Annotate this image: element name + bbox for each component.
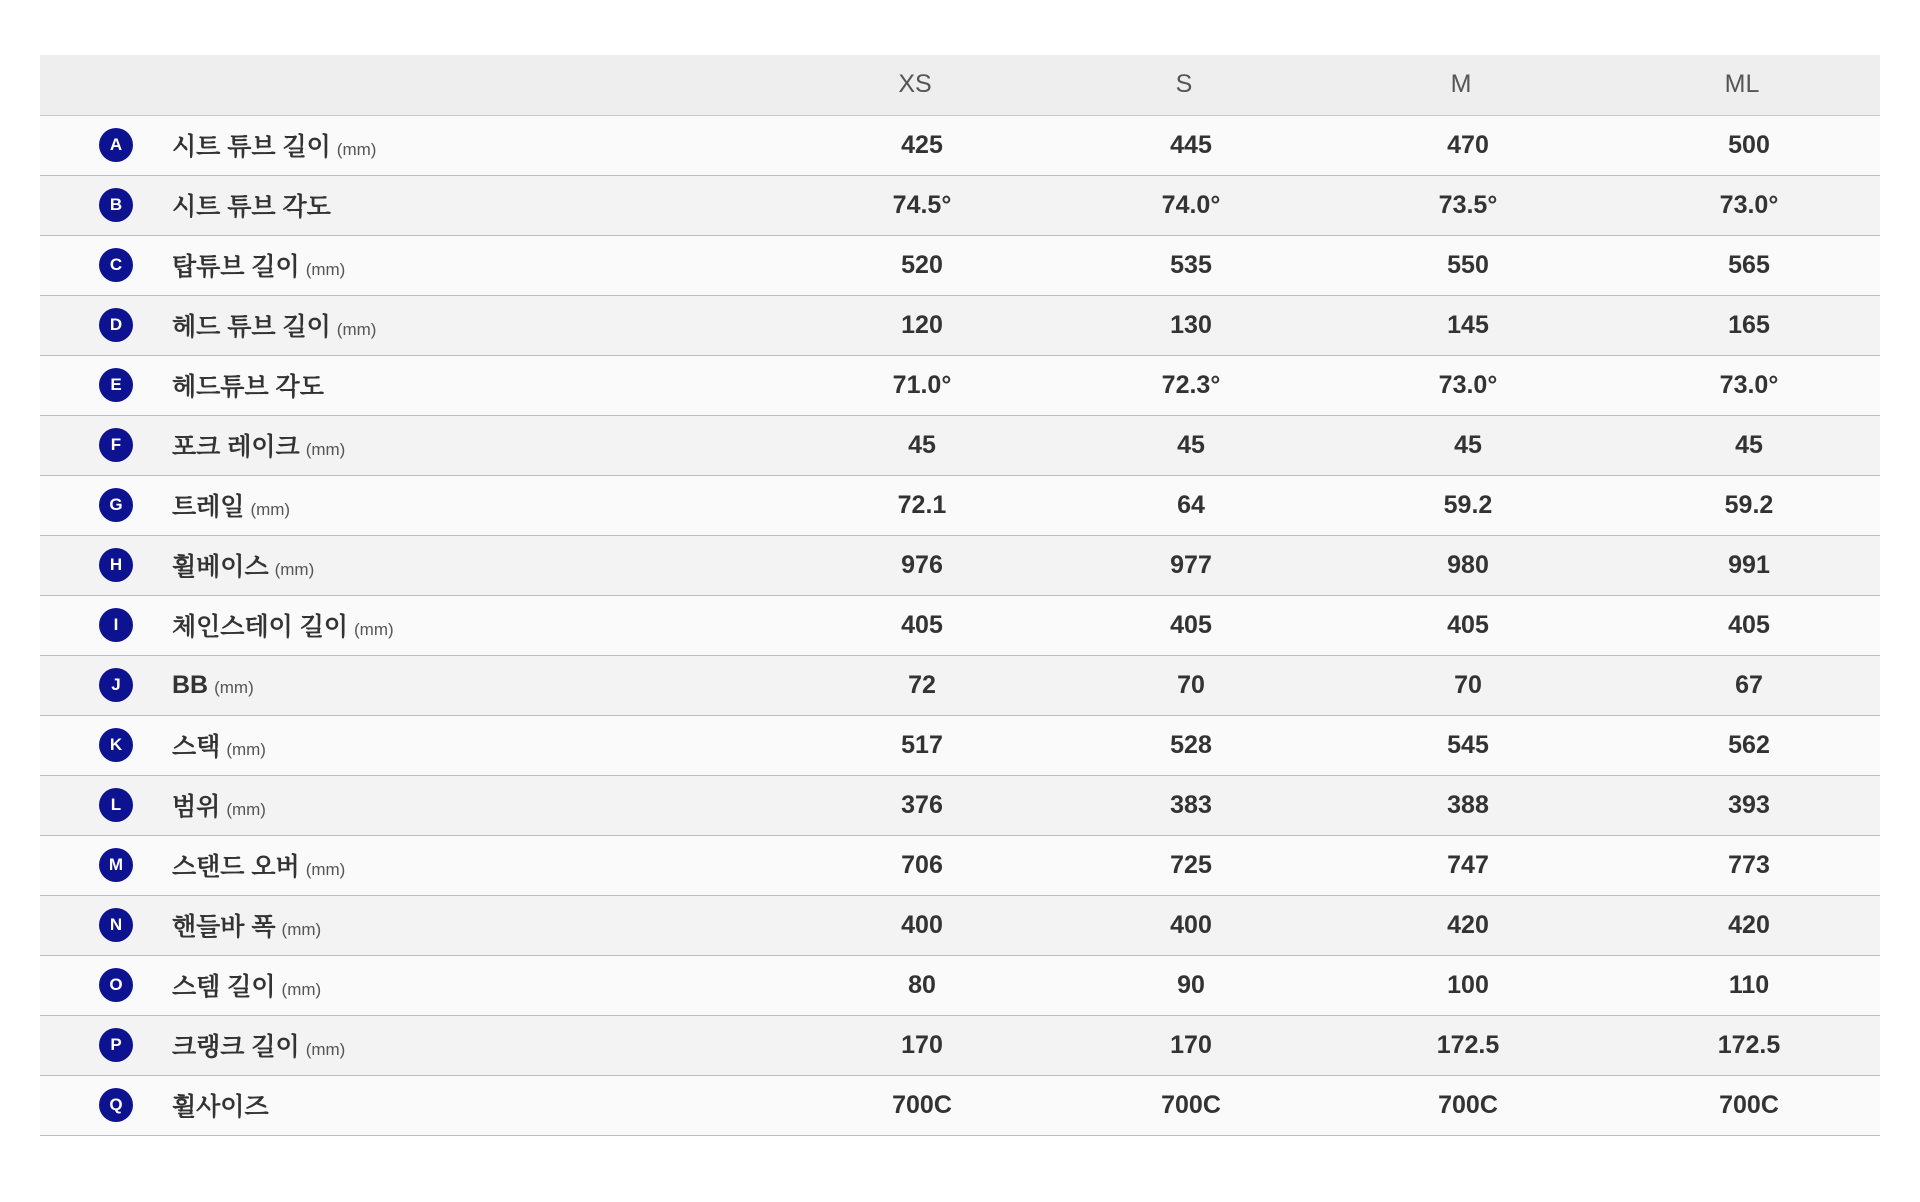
measurement-label: 탑튜브 길이 [172, 253, 300, 281]
value-cell-ml: 393 [1728, 790, 1770, 819]
measurement-label: 스택 [172, 733, 221, 761]
value-cell-s: 64 [1177, 490, 1205, 519]
table-row [40, 295, 1880, 355]
value-cell-ml: 700C [1719, 1090, 1779, 1119]
row-label-cell [172, 235, 780, 295]
table-row [40, 535, 1880, 595]
column-header-ml: ML [1724, 70, 1760, 99]
measurement-letter-badge: G [99, 488, 133, 522]
measurement-letter-badge: I [99, 608, 133, 642]
value-cell-s: 383 [1170, 790, 1212, 819]
row-label-cell [172, 415, 780, 475]
measurement-label: 휠사이즈 [172, 1093, 269, 1121]
table-row [40, 655, 1880, 715]
value-cell-xs: 405 [901, 610, 943, 639]
value-cell-m: 550 [1447, 250, 1489, 279]
value-cell-s: 535 [1170, 250, 1212, 279]
measurement-letter-badge: B [99, 188, 133, 222]
row-label-cell [172, 655, 780, 715]
measurement-letter-badge: F [99, 428, 133, 462]
row-badge-cell [40, 715, 172, 775]
measurement-letter-badge: O [99, 968, 133, 1002]
row-label-cell [172, 1075, 780, 1135]
measurement-letter-badge: A [99, 128, 133, 162]
row-label-cell [172, 595, 780, 655]
value-cell-xs: 376 [901, 790, 943, 819]
table-body [40, 115, 1880, 1135]
value-cell-xs: 425 [901, 130, 943, 159]
row-badge-cell [40, 1015, 172, 1075]
measurement-unit: (mm) [281, 980, 322, 999]
row-badge-cell [40, 355, 172, 415]
value-cell-m: 70 [1454, 670, 1482, 699]
measurement-letter-badge: P [99, 1028, 133, 1062]
value-cell-m: 388 [1447, 790, 1489, 819]
value-cell-ml: 773 [1728, 850, 1770, 879]
value-cell-s: 70 [1177, 670, 1205, 699]
value-cell-ml: 991 [1728, 550, 1770, 579]
value-cell-m: 172.5 [1436, 1030, 1500, 1059]
value-cell-s: 725 [1170, 850, 1212, 879]
measurement-unit: (mm) [274, 560, 315, 579]
measurement-unit: (mm) [250, 500, 291, 519]
value-cell-xs: 400 [901, 910, 943, 939]
row-label-cell [172, 175, 780, 235]
value-cell-xs: 120 [901, 310, 943, 339]
value-cell-m: 59.2 [1443, 490, 1493, 519]
value-cell-s: 90 [1177, 970, 1205, 999]
measurement-label: 범위 [172, 793, 221, 821]
measurement-unit: (mm) [305, 260, 346, 279]
row-badge-cell [40, 895, 172, 955]
value-cell-m: 420 [1447, 910, 1489, 939]
measurement-letter-badge: Q [99, 1088, 133, 1122]
row-label-cell [172, 1015, 780, 1075]
header-label-spacer [172, 55, 780, 115]
measurement-label: 헤드튜브 각도 [172, 373, 324, 401]
table-row [40, 775, 1880, 835]
table-row [40, 355, 1880, 415]
value-cell-ml: 110 [1728, 970, 1770, 999]
measurement-label: BB [172, 670, 209, 699]
row-label-cell [172, 355, 780, 415]
measurement-label: 핸들바 폭 [172, 913, 276, 941]
header-badge-spacer [40, 55, 172, 115]
value-cell-ml: 59.2 [1724, 490, 1774, 519]
table-row [40, 955, 1880, 1015]
value-cell-m: 100 [1447, 970, 1489, 999]
row-badge-cell [40, 295, 172, 355]
measurement-unit: (mm) [305, 440, 346, 459]
value-cell-s: 700C [1161, 1090, 1221, 1119]
table-row [40, 175, 1880, 235]
value-cell-m: 470 [1447, 130, 1489, 159]
measurement-label: 포크 레이크 [172, 433, 300, 461]
value-cell-xs: 72 [908, 670, 936, 699]
value-cell-m: 45 [1454, 430, 1482, 459]
value-cell-s: 445 [1170, 130, 1212, 159]
column-header-m: M [1450, 70, 1472, 99]
value-cell-m: 405 [1447, 610, 1489, 639]
table-header [40, 55, 1880, 115]
value-cell-xs: 976 [901, 550, 943, 579]
value-cell-s: 45 [1177, 430, 1205, 459]
value-cell-ml: 67 [1735, 670, 1763, 699]
row-badge-cell [40, 535, 172, 595]
table-row [40, 1075, 1880, 1135]
table-row [40, 235, 1880, 295]
row-label-cell [172, 115, 780, 175]
measurement-unit: (mm) [305, 860, 346, 879]
table-row [40, 595, 1880, 655]
measurement-unit: (mm) [354, 620, 394, 639]
row-badge-cell [40, 955, 172, 1015]
value-cell-m: 73.0° [1438, 370, 1498, 399]
value-cell-m: 747 [1447, 850, 1489, 879]
value-cell-xs: 71.0° [892, 370, 952, 399]
value-cell-xs: 72.1 [897, 490, 947, 519]
measurement-letter-badge: M [99, 848, 133, 882]
measurement-label: 시트 튜브 각도 [172, 193, 331, 221]
measurement-letter-badge: C [99, 248, 133, 282]
value-cell-s: 977 [1170, 550, 1212, 579]
table-row [40, 895, 1880, 955]
row-badge-cell [40, 775, 172, 835]
column-header-s: S [1175, 70, 1193, 99]
measurement-label: 스템 길이 [172, 973, 276, 1001]
value-cell-ml: 73.0° [1719, 190, 1779, 219]
value-cell-xs: 520 [901, 250, 943, 279]
row-badge-cell [40, 655, 172, 715]
value-cell-m: 980 [1447, 550, 1489, 579]
value-cell-xs: 700C [892, 1090, 952, 1119]
measurement-letter-badge: N [99, 908, 133, 942]
value-cell-xs: 706 [901, 850, 943, 879]
value-cell-s: 74.0° [1161, 190, 1221, 219]
value-cell-ml: 562 [1728, 730, 1770, 759]
row-label-cell [172, 895, 780, 955]
measurement-label: 시트 튜브 길이 [172, 133, 331, 161]
measurement-label: 크랭크 길이 [172, 1033, 300, 1061]
measurement-unit: (mm) [214, 677, 254, 697]
value-cell-s: 405 [1170, 610, 1212, 639]
measurement-unit: (mm) [336, 320, 377, 339]
value-cell-xs: 45 [908, 430, 936, 459]
value-cell-ml: 165 [1728, 310, 1770, 339]
row-label-cell [172, 535, 780, 595]
measurement-label: 헤드 튜브 길이 [172, 313, 331, 341]
measurement-label: 스탠드 오버 [172, 853, 300, 881]
value-cell-ml: 405 [1728, 610, 1770, 639]
row-badge-cell [40, 235, 172, 295]
measurement-unit: (mm) [305, 1040, 346, 1059]
value-cell-m: 73.5° [1438, 190, 1498, 219]
header-row [40, 55, 1880, 115]
value-cell-s: 72.3° [1161, 370, 1221, 399]
measurement-unit: (mm) [336, 140, 377, 159]
value-cell-m: 145 [1447, 310, 1489, 339]
value-cell-xs: 170 [901, 1030, 943, 1059]
value-cell-xs: 80 [908, 970, 936, 999]
row-label-cell [172, 295, 780, 355]
value-cell-ml: 565 [1728, 250, 1770, 279]
table-row [40, 115, 1880, 175]
row-badge-cell [40, 1075, 172, 1135]
value-cell-ml: 45 [1735, 430, 1763, 459]
row-label-cell [172, 775, 780, 835]
geometry-table [40, 55, 1880, 1136]
value-cell-s: 130 [1170, 310, 1212, 339]
table-row [40, 835, 1880, 895]
table-row [40, 1015, 1880, 1075]
row-label-cell [172, 835, 780, 895]
table-row [40, 475, 1880, 535]
measurement-letter-badge: L [99, 788, 133, 822]
row-badge-cell [40, 415, 172, 475]
measurement-letter-badge: J [99, 668, 133, 702]
value-cell-s: 400 [1170, 910, 1212, 939]
value-cell-s: 528 [1170, 730, 1212, 759]
value-cell-ml: 420 [1728, 910, 1770, 939]
row-badge-cell [40, 595, 172, 655]
measurement-letter-badge: D [99, 308, 133, 342]
measurement-letter-badge: H [99, 548, 133, 582]
value-cell-ml: 73.0° [1719, 370, 1779, 399]
measurement-unit: (mm) [226, 740, 266, 759]
column-header-xs: XS [898, 70, 932, 99]
measurement-label: 체인스테이 길이 [172, 613, 348, 641]
measurement-unit: (mm) [226, 800, 266, 819]
row-badge-cell [40, 115, 172, 175]
measurement-label: 휠베이스 [172, 553, 269, 581]
measurement-letter-badge: K [99, 728, 133, 762]
value-cell-ml: 172.5 [1717, 1030, 1781, 1059]
value-cell-m: 700C [1438, 1090, 1498, 1119]
value-cell-s: 170 [1170, 1030, 1212, 1059]
row-label-cell [172, 715, 780, 775]
row-badge-cell [40, 175, 172, 235]
value-cell-xs: 517 [901, 730, 943, 759]
measurement-label: 트레일 [172, 493, 245, 521]
row-badge-cell [40, 835, 172, 895]
value-cell-m: 545 [1447, 730, 1489, 759]
measurement-unit: (mm) [281, 920, 322, 939]
table-row [40, 715, 1880, 775]
measurement-letter-badge: E [99, 368, 133, 402]
table-row [40, 415, 1880, 475]
row-badge-cell [40, 475, 172, 535]
row-label-cell [172, 955, 780, 1015]
value-cell-xs: 74.5° [892, 190, 952, 219]
row-label-cell [172, 475, 780, 535]
value-cell-ml: 500 [1728, 130, 1770, 159]
